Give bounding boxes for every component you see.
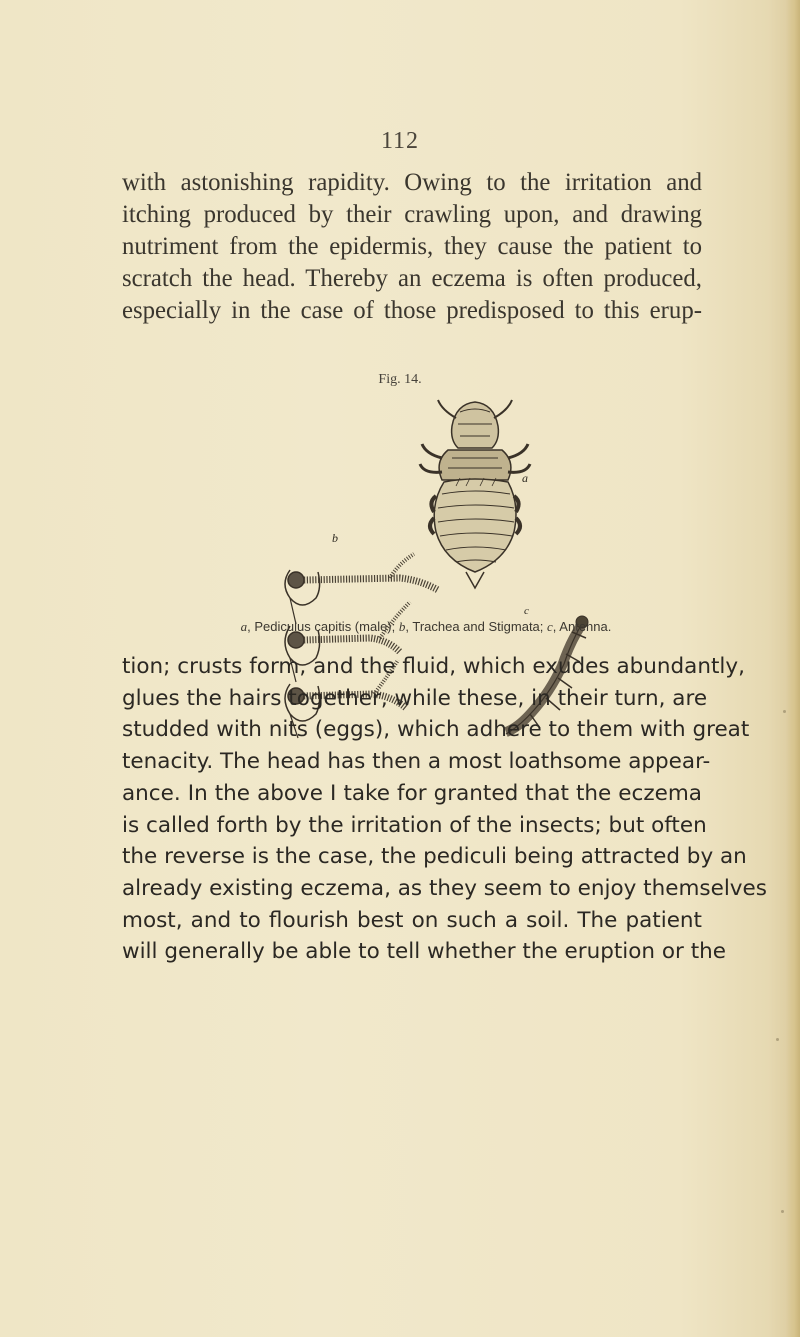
figure-letter-c: c <box>524 605 529 617</box>
louse-illustration <box>420 400 530 588</box>
caption-text-c: , Antenna. <box>552 619 612 634</box>
text-line: most, and to flourish best on such a soil. The patient <box>122 907 702 933</box>
caption-letter-a: a <box>240 619 248 634</box>
paper-speck <box>776 1038 779 1041</box>
text-line: especially in the case of those predisposed to this erup- <box>122 297 702 324</box>
text-line: the reverse is the case, the pediculi being attracted by an <box>122 844 747 870</box>
text-line: is called forth by the irritation of the insects; but often <box>122 812 707 838</box>
paragraph-top <box>122 167 702 327</box>
figure-letter-b: b <box>332 531 338 545</box>
paper-speck <box>783 710 786 713</box>
caption-text-a: , Pediculus capitis (male); <box>247 619 399 634</box>
caption-letter-b: b <box>398 619 406 634</box>
caption-text-b: , Trachea and Stigmata; <box>405 619 548 634</box>
figure-letter-a: a <box>522 471 528 485</box>
text-line: ance. In the above I take for granted that the eczema <box>122 780 702 806</box>
text-line: tenacity. The head has then a most loathsome appear- <box>122 749 711 775</box>
text-line: studded with nits (eggs), which adhere to them with great <box>122 717 750 743</box>
text-line: itching produced by their crawling upon, and drawing <box>122 201 702 228</box>
figure-label: Fig. 14. <box>378 372 422 387</box>
paper-speck <box>781 1210 784 1213</box>
figure-caption <box>226 619 626 635</box>
text-line: glues the hairs together, while these, in their turn, are <box>122 685 708 711</box>
page-edge-shadow <box>786 0 800 1337</box>
text-line: will generally be able to tell whether the eruption or the <box>122 939 726 965</box>
text-line: already existing eczema, as they seem to enjoy themselves <box>122 875 767 901</box>
page-number: 112 <box>380 128 420 154</box>
caption-letter-c: c <box>547 619 553 634</box>
text-line: nutriment from the epidermis, they cause the patient to <box>122 233 702 260</box>
text-line: with astonishing rapidity. Owing to the irritation and <box>122 169 702 196</box>
text-line: scratch the head. Thereby an eczema is often produced, <box>122 265 702 292</box>
text-line: tion; crusts form, and the fluid, which exudes abundantly, <box>122 654 745 679</box>
paragraph-bottom <box>122 651 767 968</box>
